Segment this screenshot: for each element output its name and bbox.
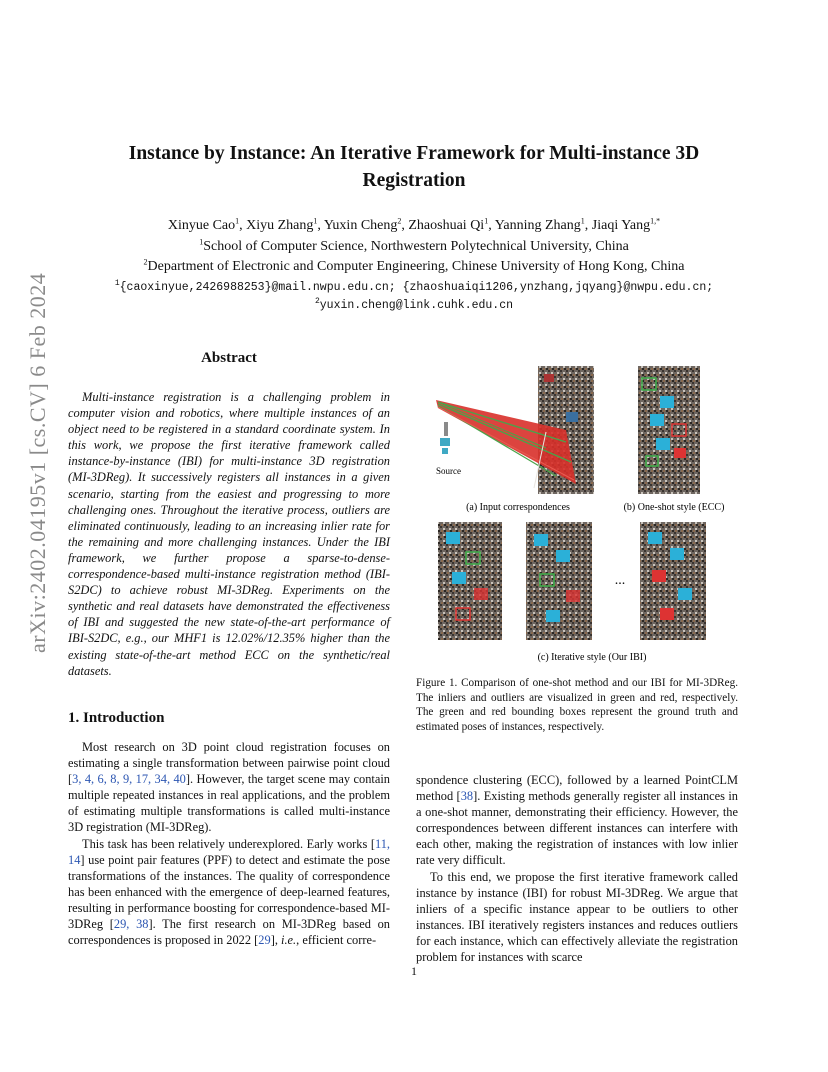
label-a: (a) Input correspondences [466, 502, 570, 513]
scene-c1 [438, 522, 502, 640]
author: Zhaoshuai Qi$^1$ [408, 216, 489, 233]
abstract-heading: Abstract [201, 350, 257, 366]
scene-c2 [526, 522, 592, 640]
page-number: 1 [411, 964, 417, 978]
right-paragraph-1: spondence clustering (ECC), followed by a learned PointCLM method [38]. Existing methods generally register all instances in a one-shot manner, demonstrating their efficiency. However, the correspondences between different instances can interfere with each other, making the registration of instances with low inlier rate very difficult. [416, 773, 739, 868]
author-list: Xinyue Cao$^1$, Xiyu Zhang$^1$, Yuxin Cheng$^2$, Zhaoshuai Qi$^1$, Yanning Zhang$^1$, Jiaqi Yang$^{1,*}$ [167, 216, 661, 233]
figure-illustration [416, 352, 762, 670]
intro-paragraph-2: This task has been relatively underexplored. Early works [11, 14] use point pair features (PPF) to detect and estimate the pose transformations of the instances. The quality of correspondence has been enhanced with the emergence of deep-learned features, resulting in performance boosting for correspondence-based MI-3DReg [29, 38]. The first research on MI-3DReg based on correspondences is proposed in 2022 [29], i.e., efficient corre- [68, 836, 391, 948]
author: Xiyu Zhang$^1$ [246, 216, 318, 233]
author: Xinyue Cao$^1$ [167, 216, 240, 233]
affiliation-2: $^2$Department of Electronic and Computer Engineering, Chinese University of Hong Kong, China [143, 257, 685, 274]
author: Yanning Zhang$^1$ [494, 216, 585, 233]
source-label: Source [436, 466, 461, 476]
author: Yuxin Cheng$^2$ [323, 216, 402, 233]
source-object [440, 422, 450, 454]
introduction-heading: 1. Introduction [68, 710, 165, 726]
title-line-1: Instance by Instance: An Iterative Framework for Multi-instance 3D [128, 143, 700, 164]
affiliation-1: $^1$School of Computer Science, Northwestern Polytechnical University, China [199, 237, 629, 254]
ellipsis: ... [614, 573, 626, 588]
abstract-text: Multi-instance registration is a challenging problem in computer vision and robotics, where multiple instances of an object need to be registered in a standard coordinate system. In this work, we propose the first iterative framework called instance-by-instance (IBI) for multi-instance 3D registration (MI-3DReg). It successively registers all instances in a given scenario, starting from the easiest and progressing to more challenging ones. Throughout the iterative process, outliers are eliminated continuously, leading to an increasing inlier rate for the remaining and more challenging instances. Under the IBI framework, we further propose a sparse-to-dense-correspondence-based multi-instance registration method (IBI-S2DC) to achieve robust MI-3DReg. Experiments on the synthetic and real datasets have demonstrated the effectiveness of IBI and suggested the new state-of-the-art performance of IBI-S2DC, e.g., our MHF1 is 12.02%/12.35% higher than the existing state-of-the-art method ECC on the synthetic/real datasets. [68, 390, 390, 678]
right-column-text [416, 772, 738, 965]
intro-paragraph-1: Most research on 3D point cloud registration focuses on estimating a single transformation between pairwise point cloud [3, 4, 6, 8, 9, 17, 34, 40]. However, the target scene may contain multiple repeated instances in real applications, and the problem of estimating multiple transformations is called multi-instance 3D registration (MI-3DReg). [68, 740, 391, 835]
title-line-2: Registration [362, 170, 466, 191]
label-c: (c) Iterative style (Our IBI) [537, 652, 647, 663]
paper-title [60, 140, 768, 194]
author: Jiaqi Yang$^{1,*}$ [591, 216, 661, 233]
email-line-1: $^1${caoxinyue,2426988253}@mail.nwpu.edu.cn; {zhaoshuaiqi1206,ynzhang,jqyang}@nwpu.edu.cn; [114, 279, 714, 294]
scene-c3 [640, 522, 706, 640]
email-line-2: $^2$yuxin.cheng@link.cuhk.edu.cn [314, 297, 514, 312]
label-b: (b) One-shot style (ECC) [623, 502, 725, 513]
figure-1 [416, 352, 762, 670]
arxiv-stamp: arXiv:2402.04195v1 [cs.CV] 6 Feb 2024 [25, 272, 50, 653]
introduction-text [68, 739, 390, 948]
figure-1-caption: Figure 1. Comparison of one-shot method and our IBI for MI-3DReg. The inliers and outliers are visualized in green and red, respectively. The green and red bounding boxes represent the ground truth and estimated poses of instances, respectively. [416, 677, 738, 733]
scene-b [638, 366, 700, 494]
right-paragraph-2: To this end, we propose the first iterative framework called instance by instance (IBI) for robust MI-3DReg. We argue that inliers of a specific instance appear to be outliers to other instances. IBI iteratively registers instances and reduces outliers for each instance, which can effectively alleviate the registration problem for instances with scarce [416, 869, 738, 965]
